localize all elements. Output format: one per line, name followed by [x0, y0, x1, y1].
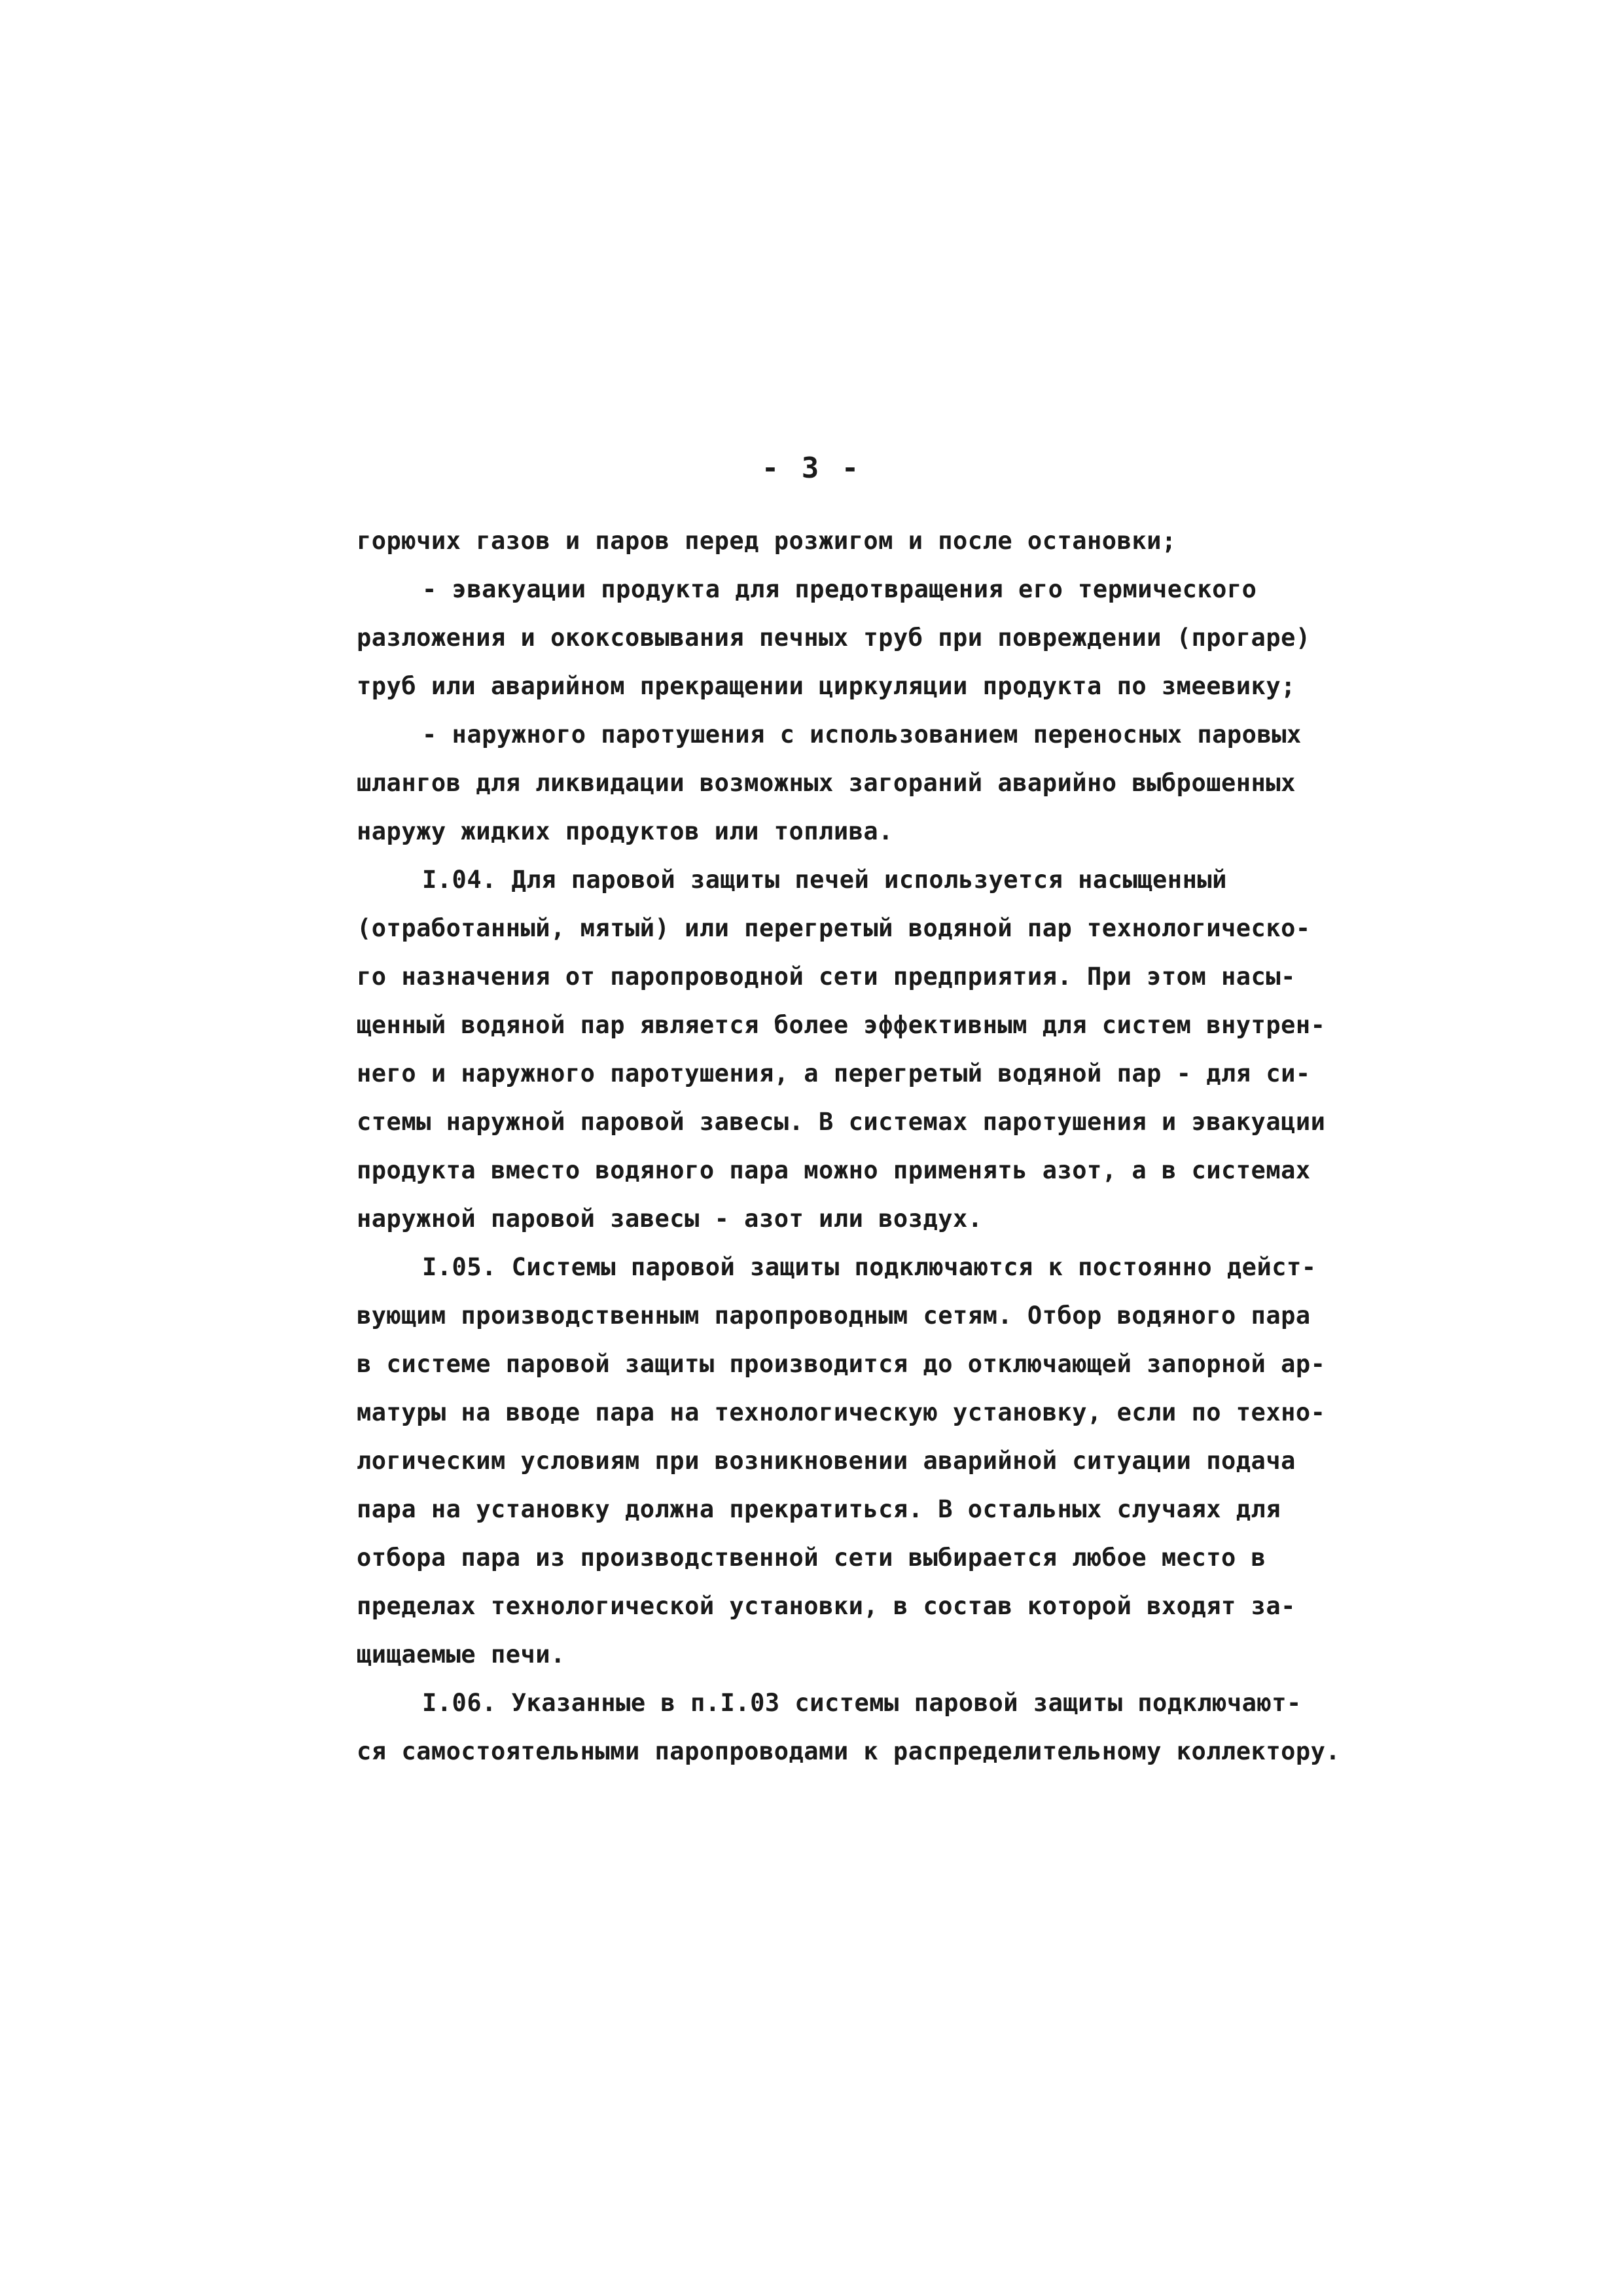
text-line: (отработанный, мятый) или перегретый водяной пар технологическо- — [357, 914, 1311, 942]
text-line: шлангов для ликвидации возможных загораний аварийно выброшенных — [357, 769, 1296, 797]
text-line: I.05. Системы паровой защиты подключаются к постоянно дейст- — [422, 1253, 1317, 1281]
text-line: труб или аварийном прекращении циркуляции продукта по змеевику; — [357, 672, 1296, 700]
text-line: го назначения от паропроводной сети предприятия. При этом насы- — [357, 963, 1296, 991]
body-text — [357, 517, 1341, 1776]
text-line: стемы наружной паровой завесы. В системах паротушения и эвакуации — [357, 1108, 1326, 1136]
text-line: логическим условиям при возникновении аварийной ситуации подача — [357, 1447, 1296, 1475]
text-line: пределах технологической установки, в состав которой входят за- — [357, 1592, 1296, 1620]
text-line: щищаемые печи. — [357, 1640, 565, 1669]
text-line: горючих газов и паров перед розжигом и после остановки; — [357, 527, 1177, 555]
text-line: матуры на вводе пара на технологическую установку, если по техно- — [357, 1398, 1326, 1426]
text-line: разложения и ококсовывания печных труб при повреждении (прогаре) — [357, 624, 1311, 652]
text-line: наружной паровой завесы - азот или воздух. — [357, 1205, 983, 1233]
text-line: в системе паровой защиты производится до отключающей запорной ар- — [357, 1350, 1326, 1378]
text-line: наружу жидких продуктов или топлива. — [357, 817, 893, 845]
text-line: продукта вместо водяного пара можно применять азот, а в системах — [357, 1156, 1311, 1184]
text-line: - эвакуации продукта для предотвращения его термического — [422, 575, 1257, 603]
text-line: вующим производственным паропроводным сетям. Отбор водяного пара — [357, 1301, 1311, 1330]
text-line: ся самостоятельными паропроводами к распределительному коллектору. — [357, 1737, 1341, 1765]
text-line: I.04. Для паровой защиты печей используется насыщенный — [422, 866, 1227, 894]
text-line: отбора пара из производственной сети выбирается любое место в — [357, 1544, 1266, 1572]
text-line: пара на установку должна прекратиться. В остальных случаях для — [357, 1495, 1281, 1523]
text-line: щенный водяной пар является более эффективным для систем внутрен- — [357, 1011, 1326, 1039]
page-number: - 3 - — [761, 451, 862, 485]
text-line: - наружного паротушения с использованием переносных паровых — [422, 720, 1302, 749]
text-line: I.06. Указанные в п.I.03 системы паровой защиты подключают- — [422, 1689, 1302, 1717]
text-line: него и наружного паротушения, а перегретый водяной пар - для си- — [357, 1059, 1311, 1087]
